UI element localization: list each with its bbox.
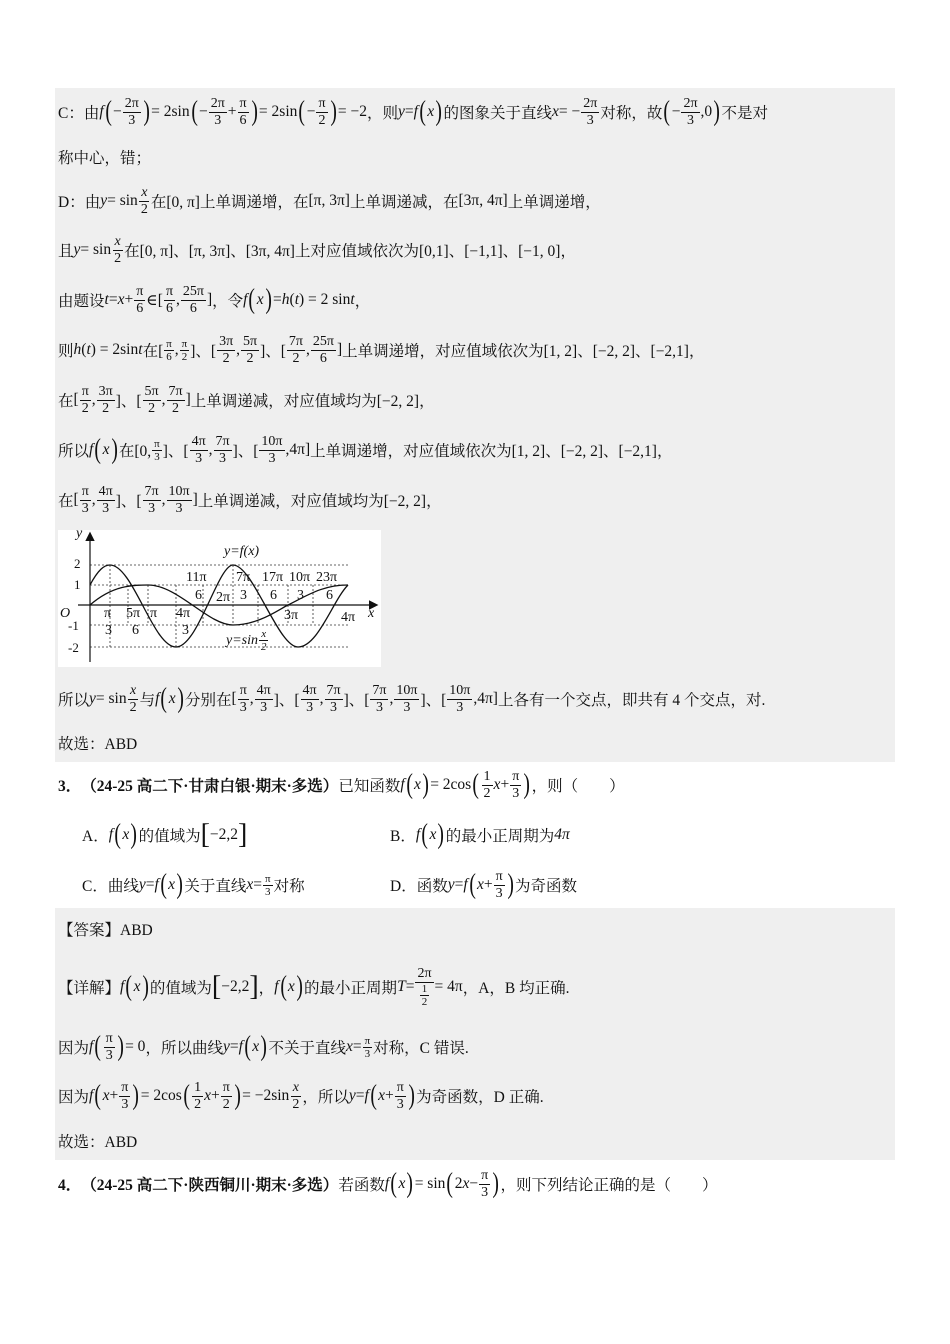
- text: 因为: [58, 1089, 90, 1106]
- q3-detail-line-3: 因为 f ( x + $\frac{\pi}{3}$ ) = 2cos ( $\frac{1}{2}$ x + $\frac{\pi}{2}$ ) = −2sin $\frac{x}{2}$ ，所以 y = f ( x + $\frac{\pi}{3}$ ) 为奇函数，D 正确.: [58, 1079, 544, 1112]
- text: D：由: [58, 194, 101, 211]
- text: 上单调递增，对应值域依次为: [310, 443, 512, 460]
- text: 上单调递减，对应值域均为: [197, 493, 384, 510]
- text: C：由: [58, 105, 100, 122]
- x-tick: 3: [240, 588, 247, 603]
- text: 的最小正周期: [304, 980, 398, 997]
- q3-answer: [58, 909, 153, 949]
- text: ，: [258, 980, 275, 997]
- text: ，令: [212, 293, 244, 310]
- x-tick: 3π: [284, 608, 299, 623]
- solution-c-cont: [58, 137, 151, 177]
- axis-x-label: x: [368, 606, 375, 621]
- text: 为奇函数: [515, 878, 578, 895]
- text: 上单调递增，在: [199, 194, 309, 211]
- text: 分别在: [185, 692, 232, 709]
- x-tick: 11π: [186, 570, 207, 585]
- solution-d-line-4: 则 h ( t ) = 2sin t 在[ $\frac{\pi}{6}$ , $\frac{\pi}{2}$ ]、[ $\frac{3\pi}{2}$ , $\frac{5\pi}{2}$ ]、[ $\frac{7\pi}{2}$ , $\frac{25\pi}{6}$ ] 上单调递增，对应值域依次为 [1, 2]、[−2, 2]、[−2,1]，: [58, 333, 705, 366]
- x-tick: 17π: [262, 570, 284, 585]
- solution-d-answer: [58, 723, 137, 763]
- text: 称中心，错；: [58, 150, 152, 167]
- option-c[interactable]: C．曲线 y = f ( x ) 关于直线 x = $\frac{\pi}{3}$ 对称: [82, 869, 305, 900]
- x-tick: π: [150, 606, 158, 621]
- text: 对称，故: [600, 105, 663, 122]
- x-tick: 3: [105, 623, 112, 638]
- option-label: A．: [82, 828, 109, 845]
- x-tick: 6: [270, 588, 277, 603]
- x-tick: 6: [132, 623, 139, 638]
- text: 【答案】ABD: [58, 922, 153, 939]
- solution-c-line: C：由 f ( − $\frac{2\pi}{3}$ ) = 2sin ( − $\frac{2\pi}{3}$ + $\frac{\pi}{6}$ ) = 2sin ( − $\frac{\pi}{2}$ ) = −2 ，则 y = f ( x ) 的图象关于直线 x = − $\frac{2\pi}{3}$ 对称，故 ( − $\frac{2\pi}{3}$ ,0 ) 不是对: [58, 95, 768, 128]
- text: ，A，B 均正确.: [462, 980, 570, 997]
- solution-d-line-6: 所以 f ( x ) 在[0, $\frac{\pi}{3}$ ]、[ $\frac{4\pi}{3}$ , $\frac{7\pi}{3}$ ]、[ $\frac{10\pi}{3}$ ,4π] 上单调递增，对应值域依次为 [1, 2]、[−2, 2]、[−2,1]，: [58, 433, 673, 466]
- q3-detail-line-2: 因为 f ( $\frac{\pi}{3}$ ) = 0 ，所以曲线 y = f ( x ) 不关于直线 x = $\frac{\pi}{3}$ 对称，C 错误.: [58, 1030, 469, 1063]
- q3-detail-line-1: 【详解】 f ( x ) 的值域为 [ −2,2 ] ， f ( x ) 的最小正周期 T = $\frac{2\pi}{\frac{1}{2}}$ = 4π ，A，B 均正确.: [58, 966, 570, 1008]
- text: 对称: [273, 878, 305, 895]
- y-tick: 1: [74, 577, 81, 592]
- text: ，则（ ）: [531, 778, 625, 795]
- text: 上对应值域依次为: [294, 243, 419, 260]
- text: 的最小正周期为: [445, 828, 555, 845]
- x-tick: 4π: [176, 606, 191, 621]
- text: 的值域为: [149, 980, 212, 997]
- origin-label: O: [60, 606, 71, 621]
- question-source: （24-25 高二下·陕西铜川·期末·多选）: [81, 1177, 339, 1194]
- x-tick: 5π: [126, 606, 141, 621]
- text: 【详解】: [58, 980, 121, 997]
- x-tick: 4π: [341, 610, 356, 625]
- solution-d-line-3: 由题设 t = x + $\frac{\pi}{6}$ ∈[ $\frac{\pi}{6}$ , $\frac{25\pi}{6}$ ] ，令 f ( x ) = h ( t ) = 2 sin t ，: [58, 283, 371, 316]
- option-label: C．曲线: [82, 878, 139, 895]
- text: 上各有一个交点，即共有 4 个交点，对.: [497, 692, 766, 709]
- text: ，则下列结论正确的是（ ）: [500, 1177, 718, 1194]
- question-source: （24-25 高二下·甘肃白银·期末·多选）: [81, 778, 339, 795]
- text: 上单调递减，在: [349, 194, 459, 211]
- x-tick: 10π: [289, 570, 311, 585]
- option-label: B．: [390, 828, 416, 845]
- text: 所以: [58, 692, 90, 709]
- text: 故选：ABD: [58, 736, 138, 753]
- x-tick: 3: [297, 588, 304, 603]
- option-a[interactable]: A． f ( x ) 的值域为 [ −2,2 ]: [82, 819, 248, 850]
- solution-d-line-5: 在 [ $\frac{\pi}{2}$ , $\frac{3\pi}{2}$ ]、[ $\frac{5\pi}{2}$ , $\frac{7\pi}{2}$ ] 上单调递减，对应值域均为 [−2, 2]，: [58, 383, 435, 416]
- solution-d-line-8: 所以 y = sin $\frac{x}{2}$ 与 f ( x ) 分别在 [ $\frac{\pi}{3}$ , $\frac{4\pi}{3}$ ]、[ $\frac{4\pi}{3}$ , $\frac{7\pi}{3}$ ]、[ $\frac{7\pi}{3}$ , $\frac{10\pi}{3}$ ]、[ $\frac{10\pi}{3}$ ,4π] 上各有一个交点，即共有 4 个交点，对.: [58, 682, 766, 715]
- text: 因为: [58, 1040, 90, 1057]
- x-tick: 6: [326, 588, 333, 603]
- text: 已知函数: [338, 778, 401, 795]
- text: 由题设: [58, 293, 105, 310]
- solution-d-line-1: D：由 y = sin $\frac{x}{2}$ 在[0, π] 上单调递增，在 [π, 3π] 上单调递减，在 [3π, 4π] 上单调递增，: [58, 184, 601, 217]
- y-tick: -2: [68, 640, 79, 655]
- x-tick: 2π: [216, 590, 231, 605]
- question-3-stem: 3． （24-25 高二下·甘肃白银·期末·多选） 已知函数 f ( x ) = 2cos ( $\frac{1}{2}$ x + $\frac{\pi}{3}$ ) ，则（ ）: [58, 768, 625, 801]
- text: 所以: [58, 443, 90, 460]
- axis-y-label: y: [76, 526, 83, 541]
- x-tick: π: [104, 606, 112, 621]
- solution-d-line-7: 在 [ $\frac{\pi}{3}$ , $\frac{4\pi}{3}$ ]、[ $\frac{7\pi}{3}$ , $\frac{10\pi}{3}$ ] 上单调递减，对应值域均为 [−2, 2]，: [58, 483, 442, 516]
- text: 上单调递减，对应值域均为: [190, 393, 377, 410]
- solution-d-line-2: 且 y = sin $\frac{x}{2}$ 在[0, π]、[π, 3π]、[3π, 4π] 上对应值域依次为 [0,1]、[−1,1]、[−1, 0]，: [58, 233, 576, 266]
- y-tick: 2: [74, 556, 81, 571]
- x-tick: 23π: [316, 570, 338, 585]
- text: 的图象关于直线: [443, 105, 553, 122]
- label-fx: y=f(x): [224, 544, 260, 559]
- option-label: D．函数: [390, 878, 448, 895]
- text: 在: [58, 493, 74, 510]
- text: 不关于直线: [268, 1040, 346, 1057]
- text: 则: [58, 343, 74, 360]
- option-b[interactable]: B． f ( x ) 的最小正周期为 4π: [390, 819, 570, 850]
- text: 若函数: [338, 1177, 385, 1194]
- text: 的值域为: [138, 828, 201, 845]
- question-number: 4．: [58, 1177, 82, 1194]
- x-tick: 7π: [236, 570, 251, 585]
- question-4-stem: 4． （24-25 高二下·陕西铜川·期末·多选） 若函数 f ( x ) = sin ( 2 x − $\frac{\pi}{3}$ ) ，则下列结论正确的是（ ）: [58, 1167, 718, 1200]
- text: 故选：ABD: [58, 1134, 138, 1151]
- x-tick: 3: [182, 623, 189, 638]
- text: 与: [139, 692, 156, 709]
- y-tick: -1: [68, 618, 79, 633]
- x-tick: 6: [195, 588, 202, 603]
- text: 上单调递增，: [507, 194, 601, 211]
- label-sin: y=sin $\frac{x}{2}$: [226, 628, 267, 653]
- text: ，则: [366, 105, 398, 122]
- question-number: 3．: [58, 778, 82, 795]
- text: 为奇函数，D 正确.: [416, 1089, 544, 1106]
- text: y=sin: [226, 632, 258, 648]
- text: 不是对: [721, 105, 768, 122]
- text: 上单调递增，对应值域依次为: [342, 343, 544, 360]
- text: 对称，C 错误.: [373, 1040, 469, 1057]
- text: ，所以曲线: [145, 1040, 223, 1057]
- text: 关于直线: [184, 878, 247, 895]
- text: ，所以: [302, 1089, 349, 1106]
- option-d[interactable]: D．函数 y = f ( x + $\frac{\pi}{3}$ ) 为奇函数: [390, 868, 578, 901]
- q3-final: [58, 1121, 137, 1161]
- function-graph: [58, 526, 381, 667]
- text: 且: [58, 243, 74, 260]
- text: 在: [58, 393, 74, 410]
